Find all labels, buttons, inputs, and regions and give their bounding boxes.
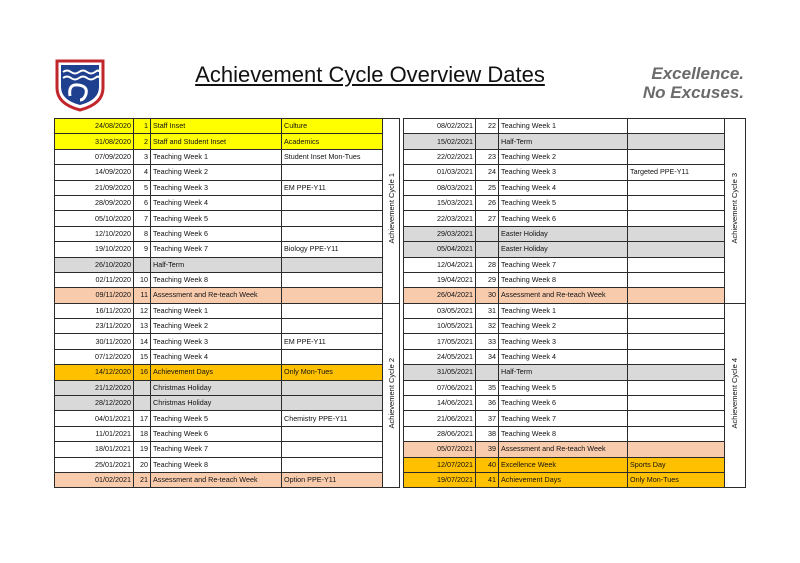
week-activity: Teaching Week 8 [499,426,628,441]
week-note [282,226,383,241]
week-activity: Assessment and Re-teach Week [499,288,628,303]
week-note [628,242,725,257]
week-activity: Teaching Week 8 [151,272,282,287]
cycle-label: Achievement Cycle 2 [387,357,396,429]
week-date: 04/01/2021 [55,411,134,426]
week-date: 17/05/2021 [404,334,476,349]
week-activity: Teaching Week 6 [151,226,282,241]
week-number: 30 [476,288,499,303]
week-note: Targeted PPE-Y11 [628,165,725,180]
table-row [404,165,746,180]
week-activity: Teaching Week 1 [151,303,282,318]
week-note [628,226,725,241]
week-date: 24/08/2020 [55,119,134,134]
week-activity: Assessment and Re-teach Week [151,472,282,487]
week-activity: Half-Term [499,365,628,380]
table-row [404,257,746,272]
week-date: 21/12/2020 [55,380,134,395]
week-number: 32 [476,319,499,334]
right-schedule-table [403,118,746,488]
week-number: 10 [134,272,151,287]
page-title: Achievement Cycle Overview Dates [195,62,545,87]
week-date: 21/06/2021 [404,411,476,426]
week-number: 26 [476,195,499,210]
week-activity: Half-Term [151,257,282,272]
table-row [55,180,400,195]
cycle-label-cell [383,303,400,488]
week-date: 14/09/2020 [55,165,134,180]
week-note [628,149,725,164]
week-note [628,442,725,457]
week-note [628,288,725,303]
week-activity: Teaching Week 7 [499,257,628,272]
week-activity: Teaching Week 5 [499,380,628,395]
week-number: 7 [134,211,151,226]
week-number: 29 [476,272,499,287]
week-date: 25/01/2021 [55,457,134,472]
table-row [55,134,400,149]
week-date: 11/01/2021 [55,426,134,441]
week-number [476,242,499,257]
week-number: 21 [134,472,151,487]
week-activity: Teaching Week 1 [499,303,628,318]
week-number: 9 [134,242,151,257]
week-activity: Achievement Days [151,365,282,380]
table-row [404,457,746,472]
week-date: 08/02/2021 [404,119,476,134]
table-row [404,211,746,226]
week-note [628,303,725,318]
week-note [628,180,725,195]
week-number [476,134,499,149]
week-note [282,288,383,303]
week-note [282,257,383,272]
table-row [404,380,746,395]
week-activity: Easter Holiday [499,226,628,241]
table-row [55,442,400,457]
week-note [282,319,383,334]
week-date: 19/07/2021 [404,472,476,487]
week-activity: Christmas Holiday [151,396,282,411]
week-date: 14/06/2021 [404,396,476,411]
week-note [282,195,383,210]
week-activity: Teaching Week 5 [499,195,628,210]
week-activity: Assessment and Re-teach Week [499,442,628,457]
week-note [628,411,725,426]
table-row [404,365,746,380]
week-number: 27 [476,211,499,226]
table-row [404,472,746,487]
week-number: 41 [476,472,499,487]
week-note: Academics [282,134,383,149]
week-date: 12/10/2020 [55,226,134,241]
week-number: 22 [476,119,499,134]
week-activity: Teaching Week 3 [151,334,282,349]
motto-line-1: Excellence. [651,64,744,83]
week-note [628,334,725,349]
week-activity: Teaching Week 6 [151,426,282,441]
week-date: 15/03/2021 [404,195,476,210]
table-row [404,195,746,210]
week-note [628,195,725,210]
week-activity: Teaching Week 4 [151,349,282,364]
week-note [628,257,725,272]
cycle-label: Achievement Cycle 1 [387,173,396,244]
table-row [55,272,400,287]
table-row [55,149,400,164]
week-number: 4 [134,165,151,180]
week-number: 23 [476,149,499,164]
week-date: 26/10/2020 [55,257,134,272]
table-row [404,226,746,241]
week-number: 14 [134,334,151,349]
week-date: 02/11/2020 [55,272,134,287]
week-date: 22/02/2021 [404,149,476,164]
week-date: 08/03/2021 [404,180,476,195]
week-number: 6 [134,195,151,210]
week-number: 39 [476,442,499,457]
week-date: 07/06/2021 [404,380,476,395]
week-note [282,165,383,180]
cycle-label-cell [383,119,400,304]
week-number: 40 [476,457,499,472]
week-note [282,396,383,411]
week-activity: Staff Inset [151,119,282,134]
week-date: 19/10/2020 [55,242,134,257]
week-activity: Staff and Student Inset [151,134,282,149]
left-schedule-table [54,118,400,488]
week-date: 22/03/2021 [404,211,476,226]
week-activity: Teaching Week 5 [151,411,282,426]
week-date: 18/01/2021 [55,442,134,457]
table-row [404,119,746,134]
week-activity: Teaching Week 2 [151,165,282,180]
week-note: Option PPE-Y11 [282,472,383,487]
week-note [628,349,725,364]
week-activity: Christmas Holiday [151,380,282,395]
week-activity: Teaching Week 7 [151,242,282,257]
table-row [404,272,746,287]
table-row [404,334,746,349]
week-activity: Teaching Week 7 [151,442,282,457]
week-number: 13 [134,319,151,334]
week-date: 31/05/2021 [404,365,476,380]
week-date: 26/04/2021 [404,288,476,303]
week-activity: Excellence Week [499,457,628,472]
week-activity: Assessment and Re-teach Week [151,288,282,303]
table-row [55,349,400,364]
week-note [628,396,725,411]
table-row [404,411,746,426]
week-date: 01/02/2021 [55,472,134,487]
table-row [55,457,400,472]
week-number: 18 [134,426,151,441]
week-note [282,426,383,441]
week-note [628,119,725,134]
week-date: 01/03/2021 [404,165,476,180]
cycle-label: Achievement Cycle 4 [730,357,739,429]
week-note [282,380,383,395]
week-number: 5 [134,180,151,195]
week-date: 28/09/2020 [55,195,134,210]
week-number: 20 [134,457,151,472]
week-date: 09/11/2020 [55,288,134,303]
week-note [628,365,725,380]
week-note [628,426,725,441]
week-activity: Teaching Week 6 [499,211,628,226]
week-note: Only Mon-Tues [628,472,725,487]
table-row [55,195,400,210]
week-date: 12/07/2021 [404,457,476,472]
table-row [404,442,746,457]
week-activity: Achievement Days [499,472,628,487]
week-note [282,211,383,226]
table-row [404,242,746,257]
week-date: 12/04/2021 [404,257,476,272]
week-note [628,272,725,287]
week-activity: Teaching Week 4 [499,349,628,364]
week-activity: Teaching Week 2 [499,319,628,334]
week-date: 10/05/2021 [404,319,476,334]
week-note: Sports Day [628,457,725,472]
week-activity: Teaching Week 3 [499,165,628,180]
table-row [55,242,400,257]
table-row [55,426,400,441]
week-activity: Teaching Week 2 [499,149,628,164]
week-activity: Teaching Week 7 [499,411,628,426]
week-number: 38 [476,426,499,441]
week-number: 3 [134,149,151,164]
week-activity: Teaching Week 4 [151,195,282,210]
week-note: Biology PPE-Y11 [282,242,383,257]
motto-line-2: No Excuses. [642,83,744,102]
week-note [628,211,725,226]
week-date: 21/09/2020 [55,180,134,195]
week-note [282,457,383,472]
week-date: 07/09/2020 [55,149,134,164]
week-number: 12 [134,303,151,318]
week-activity: Teaching Week 1 [499,119,628,134]
table-row [404,396,746,411]
week-date: 19/04/2021 [404,272,476,287]
cycle-label-cell [725,303,746,488]
week-date: 28/06/2021 [404,426,476,441]
week-number: 17 [134,411,151,426]
week-note: Student Inset Mon-Tues [282,149,383,164]
week-activity: Teaching Week 3 [151,180,282,195]
table-row [55,396,400,411]
week-date: 16/11/2020 [55,303,134,318]
table-row [55,226,400,241]
week-number [134,396,151,411]
week-date: 29/03/2021 [404,226,476,241]
week-note [282,349,383,364]
week-activity: Teaching Week 8 [151,457,282,472]
table-row [55,472,400,487]
week-date: 30/11/2020 [55,334,134,349]
week-number [476,365,499,380]
week-number: 15 [134,349,151,364]
table-row [55,365,400,380]
week-date: 28/12/2020 [55,396,134,411]
table-row [404,288,746,303]
week-note [628,134,725,149]
week-number: 16 [134,365,151,380]
week-activity: Teaching Week 5 [151,211,282,226]
week-activity: Easter Holiday [499,242,628,257]
week-note: Chemistry PPE-Y11 [282,411,383,426]
week-note [628,380,725,395]
table-row [55,334,400,349]
week-number [134,380,151,395]
week-date: 05/07/2021 [404,442,476,457]
week-note [282,442,383,457]
table-row [55,319,400,334]
table-row [55,119,400,134]
week-number: 11 [134,288,151,303]
school-logo-icon [54,58,106,112]
week-number [134,257,151,272]
week-date: 03/05/2021 [404,303,476,318]
week-number: 2 [134,134,151,149]
table-row [404,180,746,195]
week-date: 15/02/2021 [404,134,476,149]
week-date: 24/05/2021 [404,349,476,364]
week-note [282,303,383,318]
table-row [55,211,400,226]
table-row [55,380,400,395]
cycle-label: Achievement Cycle 3 [730,173,739,244]
week-number [476,226,499,241]
week-number: 36 [476,396,499,411]
week-number: 37 [476,411,499,426]
week-activity: Teaching Week 1 [151,149,282,164]
week-activity: Teaching Week 4 [499,180,628,195]
week-date: 05/04/2021 [404,242,476,257]
table-row [55,303,400,318]
week-number: 35 [476,380,499,395]
week-number: 34 [476,349,499,364]
week-activity: Half-Term [499,134,628,149]
week-activity: Teaching Week 6 [499,396,628,411]
table-row [404,134,746,149]
week-number: 19 [134,442,151,457]
table-row [404,349,746,364]
week-date: 31/08/2020 [55,134,134,149]
week-date: 23/11/2020 [55,319,134,334]
week-note: EM PPE-Y11 [282,334,383,349]
table-row [404,319,746,334]
week-date: 07/12/2020 [55,349,134,364]
table-row [55,411,400,426]
table-row [55,165,400,180]
week-activity: Teaching Week 8 [499,272,628,287]
week-number: 31 [476,303,499,318]
week-number: 28 [476,257,499,272]
table-row [404,149,746,164]
week-number: 25 [476,180,499,195]
week-activity: Teaching Week 3 [499,334,628,349]
week-number: 24 [476,165,499,180]
week-number: 1 [134,119,151,134]
week-number: 33 [476,334,499,349]
table-row [55,288,400,303]
week-note [628,319,725,334]
week-date: 14/12/2020 [55,365,134,380]
week-activity: Teaching Week 2 [151,319,282,334]
week-note: Culture [282,119,383,134]
school-motto [612,64,744,102]
week-note [282,272,383,287]
week-note: EM PPE-Y11 [282,180,383,195]
table-row [55,257,400,272]
table-row [404,426,746,441]
table-row [404,303,746,318]
week-date: 05/10/2020 [55,211,134,226]
cycle-label-cell [725,119,746,304]
week-number: 8 [134,226,151,241]
week-note: Only Mon-Tues [282,365,383,380]
